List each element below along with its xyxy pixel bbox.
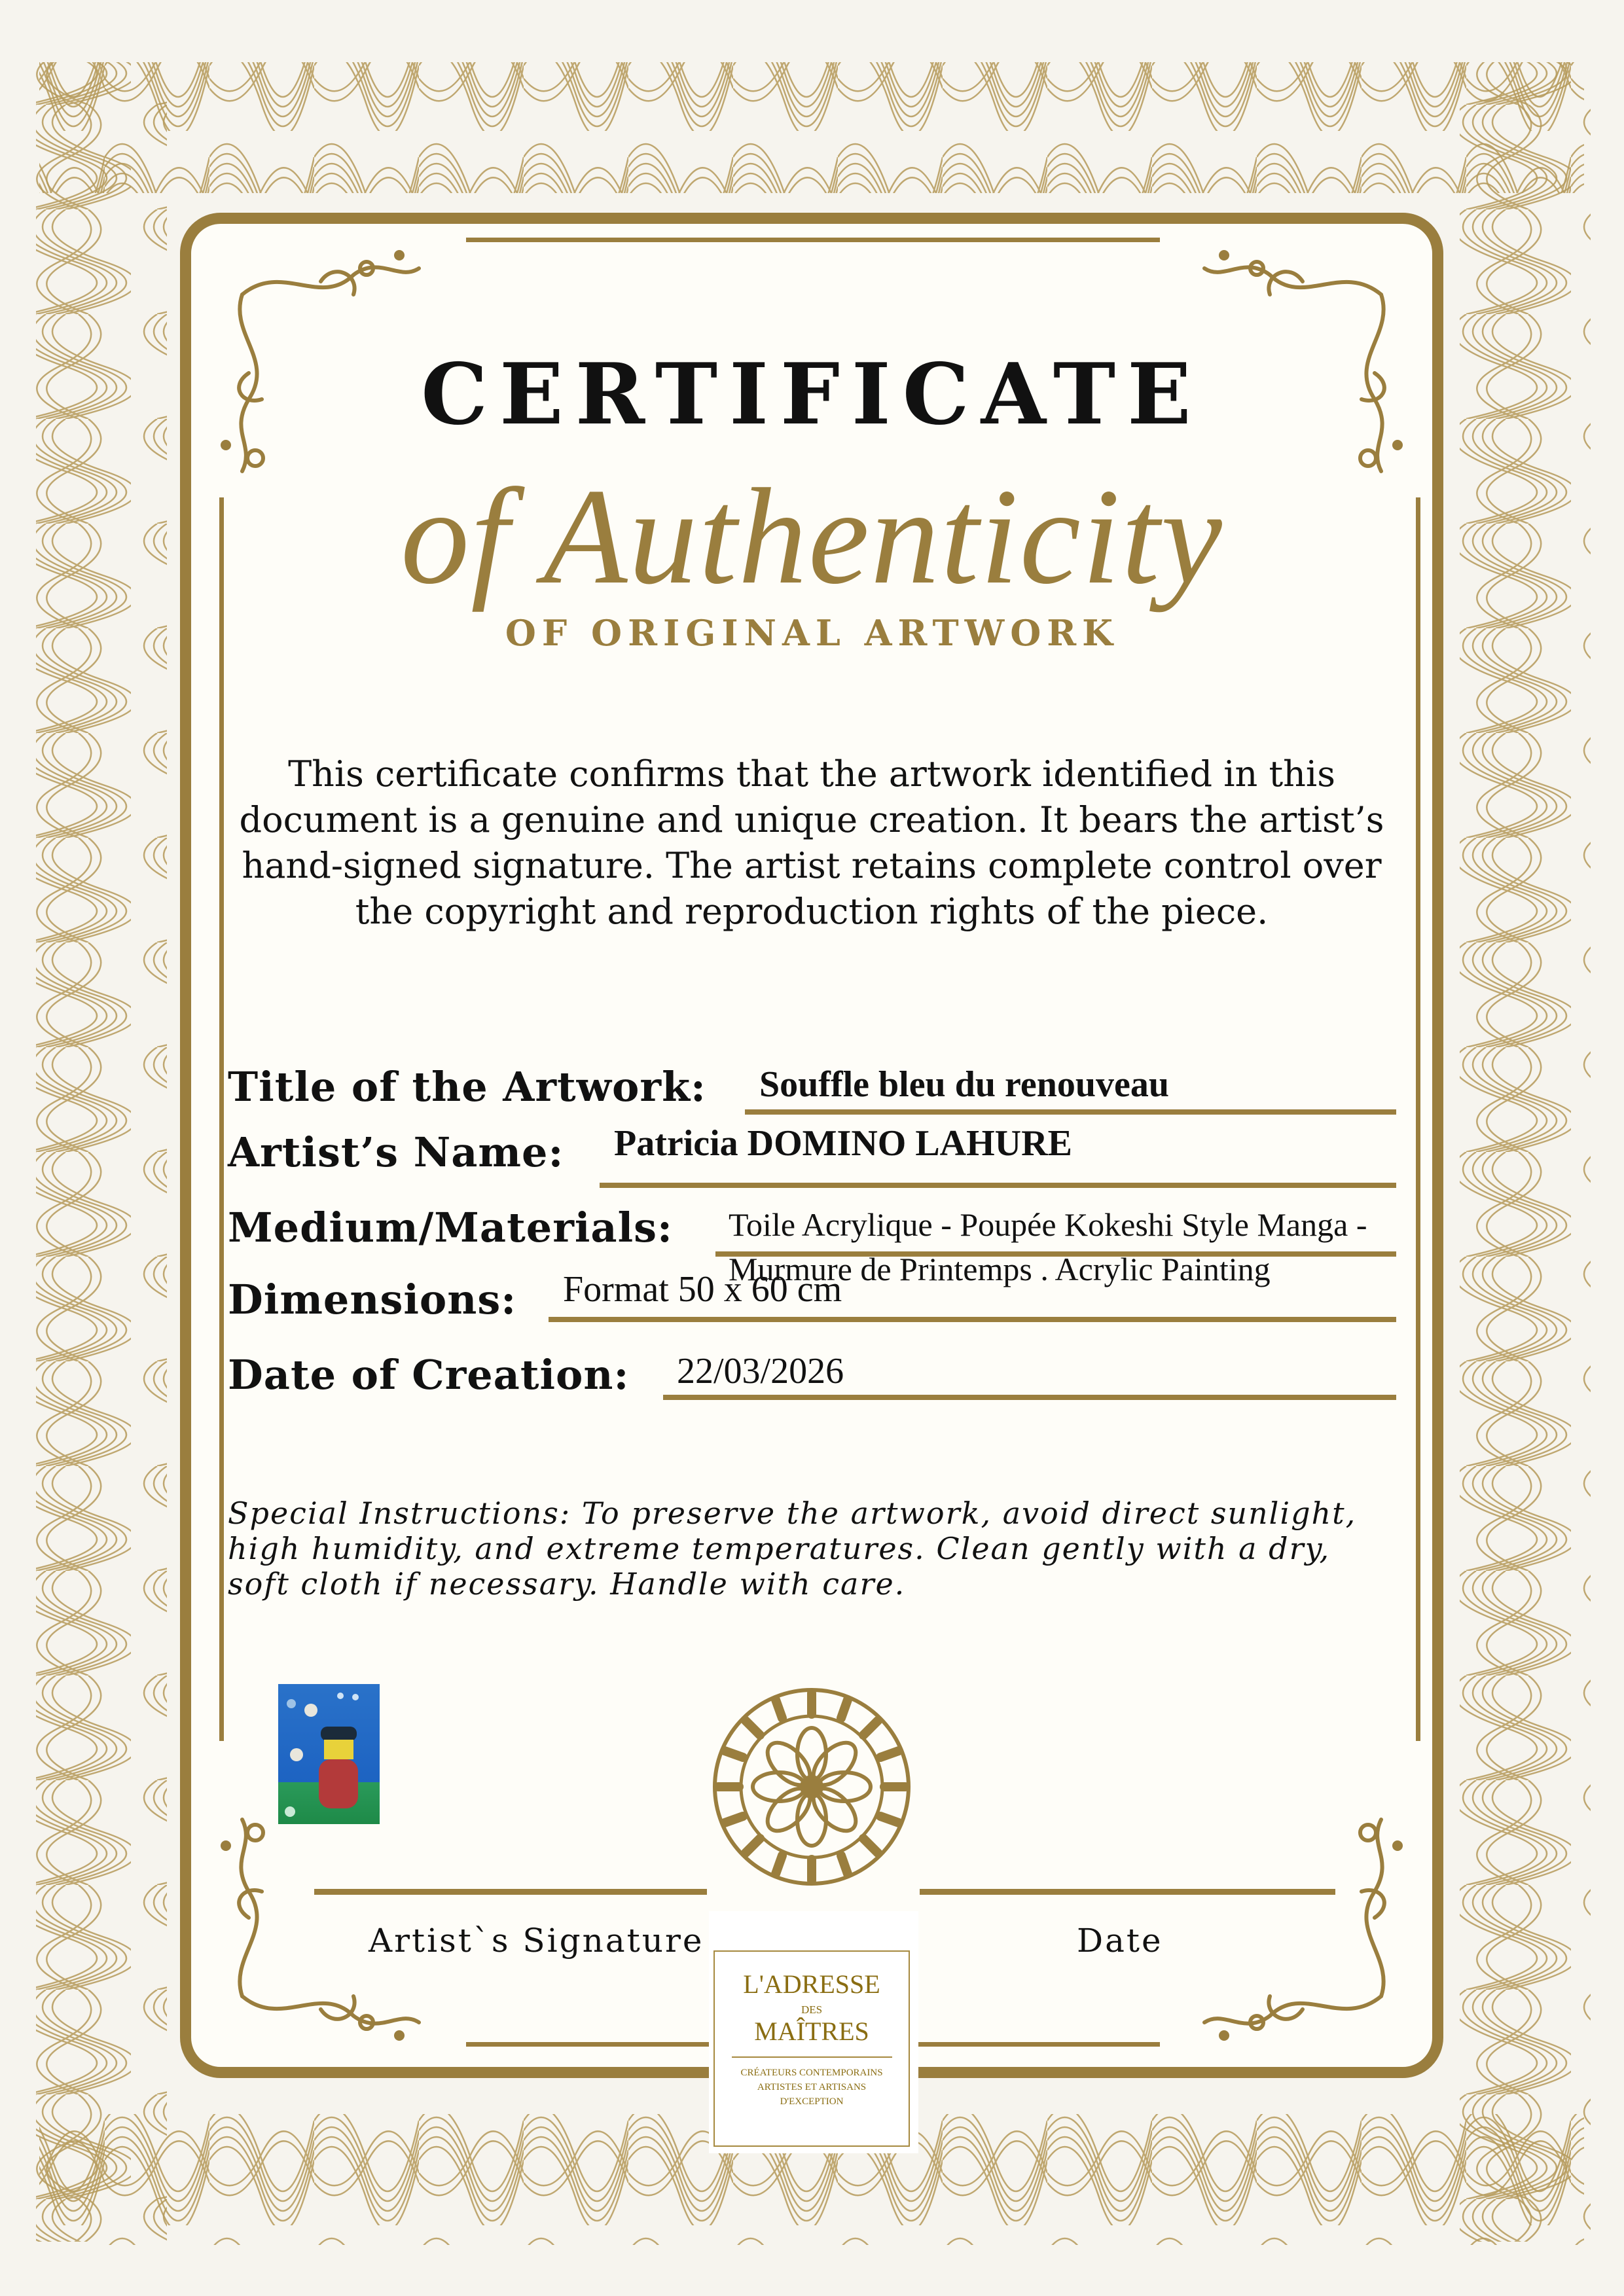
- logo-tagline1: CRÉATEURS CONTEMPORAINS: [740, 2068, 883, 2078]
- top-rule: [466, 238, 1160, 242]
- field-title-line: [745, 1109, 1396, 1115]
- field-artist-value: Patricia DOMINO LAHURE: [614, 1123, 1072, 1164]
- painting-icon: [278, 1684, 380, 1824]
- field-date-line: [663, 1395, 1396, 1400]
- field-medium-value-line2: Murmure de Printemps . Acrylic Painting: [729, 1251, 1271, 1287]
- gallery-logo: [713, 1950, 910, 2147]
- field-artist-label: Artist’s Name:: [228, 1128, 564, 1176]
- field-dimensions-label: Dimensions:: [228, 1276, 517, 1323]
- logo-line3: MAÎTRES: [754, 2017, 869, 2046]
- logo-tagline3: D'EXCEPTION: [780, 2096, 844, 2107]
- certificate-title: CERTIFICATE: [421, 346, 1203, 444]
- right-rule: [1416, 497, 1420, 1741]
- special-instructions: Special Instructions: To preserve the artwork, avoid direct sunlight, high humidity, and extreme temperatures. Clean gently with a dry, soft cloth if necessary. Handle with care.: [228, 1496, 1357, 1602]
- floral-corner-ornament-icon: [1172, 1806, 1420, 2055]
- field-dimensions-line: [549, 1317, 1396, 1322]
- rosette-seal-icon: [710, 1685, 913, 1888]
- date-line: [920, 1889, 1335, 1895]
- field-title-label: Title of the Artwork:: [228, 1063, 706, 1111]
- certificate-script-title: of Authenticity: [401, 461, 1223, 613]
- signature-line: [314, 1889, 707, 1895]
- logo-line1: L'ADRESSE: [743, 1969, 880, 1999]
- intro-paragraph: This certificate confirms that the artwork identified in this document is a genuine and unique creation. It bears the artist’s hand-signed signature. The artist retains complete control over the copyright and reproduction rights of the piece.: [239, 753, 1384, 932]
- left-rule: [219, 497, 224, 1741]
- field-dimensions-value: Format 50 x 60 cm: [563, 1269, 842, 1310]
- field-date-value: 22/03/2026: [677, 1351, 844, 1391]
- field-dimensions: [228, 1270, 1396, 1329]
- field-date-label: Date of Creation:: [228, 1351, 630, 1399]
- field-title: [228, 1057, 1396, 1116]
- certificate-subtitle: OF ORIGINAL ARTWORK: [505, 612, 1119, 654]
- field-medium-value-line1: Toile Acrylique - Poupée Kokeshi Style Manga -: [729, 1206, 1367, 1243]
- field-artist: [228, 1122, 1396, 1181]
- logo-line2: DES: [801, 2003, 823, 2016]
- artist-signature-label: Artist`s Signature: [369, 1922, 704, 1960]
- logo-divider: [732, 2056, 892, 2058]
- field-date-of-creation: [228, 1345, 1396, 1404]
- field-title-value: Souffle bleu du renouveau: [759, 1064, 1169, 1105]
- date-label: Date: [1077, 1922, 1163, 1960]
- logo-tagline2: ARTISTES ET ARTISANS: [757, 2082, 867, 2092]
- field-medium: [228, 1198, 1396, 1287]
- kokeshi-painting-thumbnail: [278, 1684, 380, 1824]
- field-artist-line: [600, 1183, 1396, 1188]
- field-medium-label: Medium/Materials:: [228, 1204, 673, 1251]
